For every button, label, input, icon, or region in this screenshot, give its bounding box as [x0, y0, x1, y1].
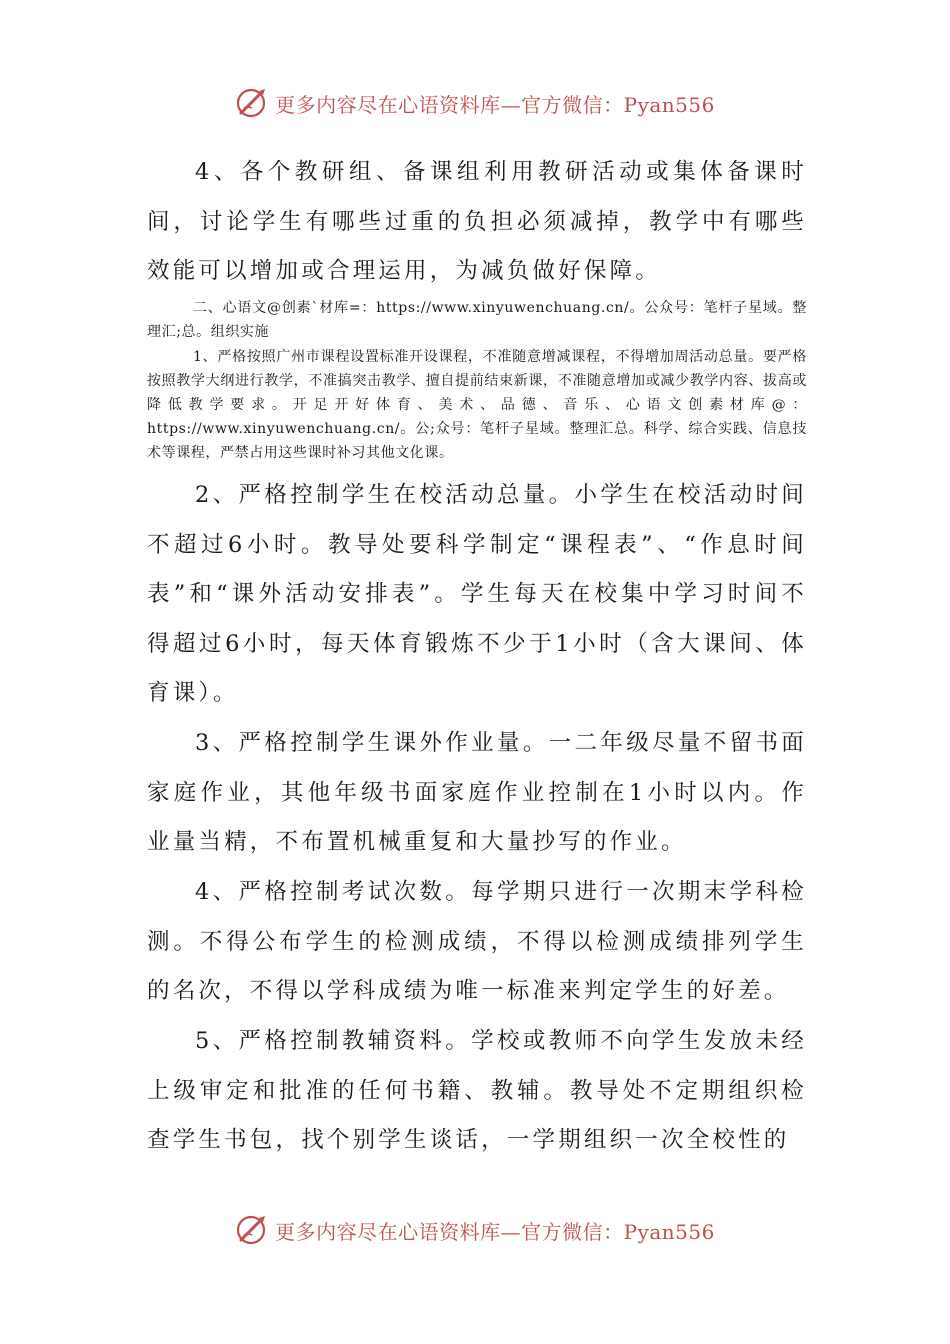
paragraph-text: 4、各个教研组、备课组利用教研活动或集体备课时间，讨论学生有哪些过重的负担必须减掉，教学中有哪些效能可以增加或合理运用，为减负做好保障。	[147, 159, 807, 284]
paragraph-text: 4、严格控制考试次数。每学期只进行一次期末学科检测。不得公布学生的检测成绩，不得以检测成绩排列学生的名次，不得以学科成绩为唯一标准来判定学生的好差。	[147, 879, 807, 1004]
paragraph-text: 2、严格控制学生在校活动总量。小学生在校活动时间不超过6小时。教导处要科学制定“课程表”、“作息时间表”和“课外活动安排表”。学生每天在校集中学习时间不得超过6小时，每天体育锻炼不少于1小时（含大课间、体育课）。	[147, 482, 807, 706]
paragraph-2-activity-time	[147, 471, 807, 719]
section-heading-organization	[147, 296, 807, 344]
paragraph-4-exams	[147, 868, 807, 1017]
footer-banner-text: 更多内容尽在心语资料库—官方微信：Pyan556	[275, 1219, 715, 1244]
footer-banner	[0, 1210, 950, 1250]
header-banner-text: 更多内容尽在心语资料库—官方微信：Pyan556	[275, 92, 715, 117]
header-banner	[0, 83, 950, 123]
paragraph-5-materials	[147, 1017, 807, 1166]
paragraph-4-teaching-groups	[147, 148, 807, 297]
paragraph-1-curriculum	[147, 345, 807, 465]
paragraph-3-homework	[147, 719, 807, 868]
paragraph-text: 5、严格控制教辅资料。学校或教师不向学生发放未经上级审定和批准的任何书籍、教辅。教导处不定期组织检查学生书包，找个别学生谈话，一学期组织一次全校性的	[147, 1028, 807, 1153]
pen-logo-icon	[235, 1213, 269, 1247]
paragraph-text: 二、心语文@创素`材库=：https://www.xinyuwenchuang.cn/。公众号：笔杆子星域。整理汇;总。组织实施	[147, 300, 807, 340]
pen-logo-icon	[235, 86, 269, 120]
paragraph-text: 3、严格控制学生课外作业量。一二年级尽量不留书面家庭作业，其他年级书面家庭作业控制在1小时以内。作业量当精，不布置机械重复和大量抄写的作业。	[147, 730, 807, 855]
paragraph-text: 1、严格按照广州市课程设置标准开设课程，不准随意增减课程，不得增加周活动总量。要严格按照教学大纲进行教学，不准搞突击教学、擅自提前结束新课，不准随意增加或减少教学内容、拔高或降低教学要求。开足开好体育、美术、品德、音乐、心语文创素材库@：https://www.xinyuwenchuang.cn/。公;众号：笔杆子星域。整理汇总。科学、综合实践、信息技术等课程，严禁占用这些课时补习其他文化课。	[147, 349, 807, 461]
